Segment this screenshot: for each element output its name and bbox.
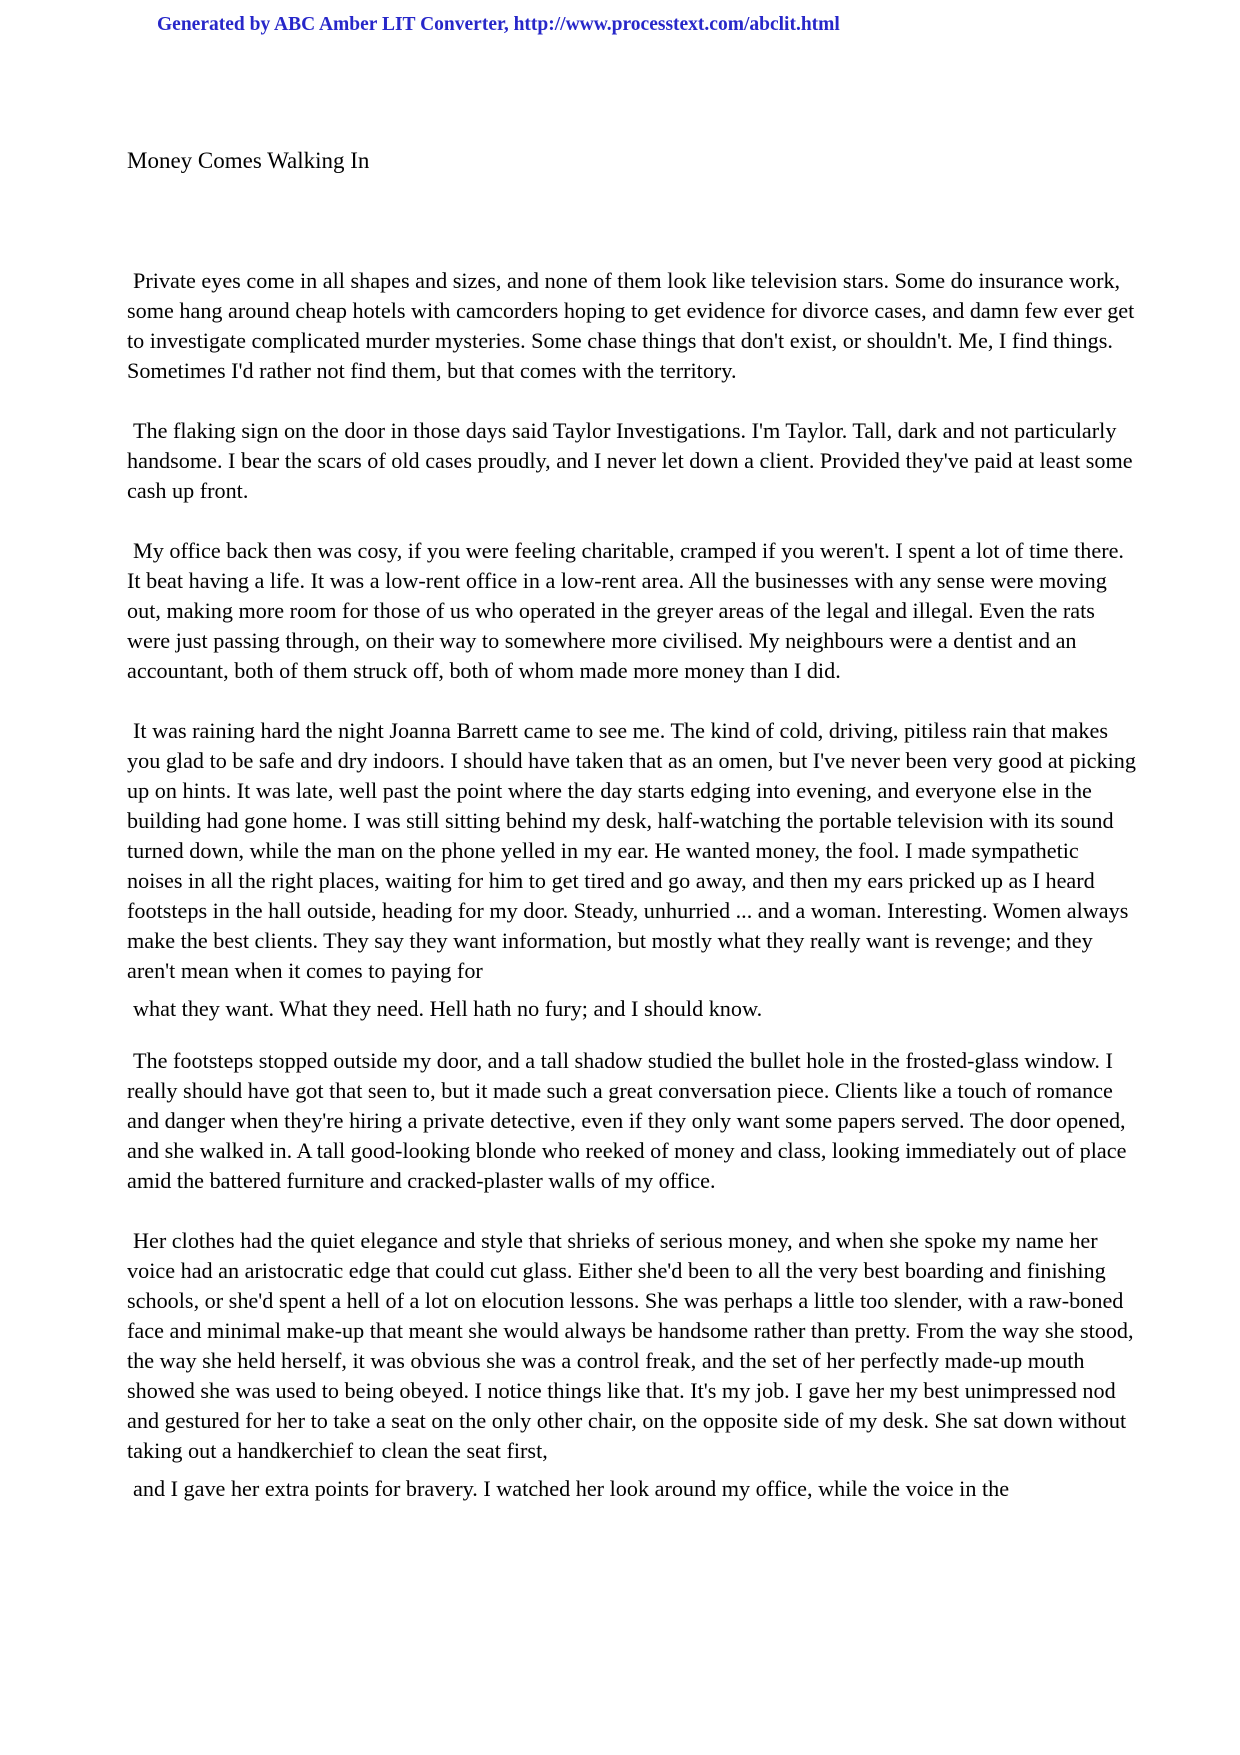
paragraph-2: The flaking sign on the door in those days said Taylor Investigations. I'm Taylor. Tall, dark and not particularly handsome. I bear the scars of old cases proudly, and I never let down a client. Provided they've paid at least some cash up front. [127, 418, 1133, 503]
converter-header: Generated by ABC Amber LIT Converter, http://www.processtext.com/abclit.html [157, 14, 840, 35]
paragraph-8: and I gave her extra points for bravery. I watched her look around my office, while the voice in the [133, 1476, 1010, 1501]
paragraph-1: Private eyes come in all shapes and sizes, and none of them look like television stars. Some do insurance work, some hang around cheap hotels with camcorders hoping to get evidence for divorce cases, and damn few ever get to investigate complicated murder mysteries. Some chase things that don't exist, or shouldn't. Me, I find things. Sometimes I'd rather not find them, but that comes with the territory. [127, 268, 1135, 383]
paragraph-4: It was raining hard the night Joanna Barrett came to see me. The kind of cold, driving, pitiless rain that makes you glad to be safe and dry indoors. I should have taken that as an omen, but I've never been very good at picking up on hints. It was late, well past the point where the day starts edging into evening, and everyone else in the building had gone home. I was still sitting behind my desk, half-watching the portable television with its sound turned down, while the man on the phone yelled in my ear. He wanted money, the fool. I made sympathetic noises in all the right places, waiting for him to get tired and go away, and then my ears pricked up as I heard footsteps in the hall outside, heading for my door. Steady, unhurried ... and a woman. Interesting. Women always make the best clients. They say they want information, but mostly what they really want is revenge; and they aren't mean when it comes to paying for [127, 718, 1136, 983]
paragraph-5: what they want. What they need. Hell hath no fury; and I should know. [133, 996, 763, 1021]
paragraph-7: Her clothes had the quiet elegance and style that shrieks of serious money, and when she spoke my name her voice had an aristocratic edge that could cut glass. Either she'd been to all the very best boarding and finishing schools, or she'd spent a hell of a lot on elocution lessons. She was perhaps a little too slender, with a raw-boned face and minimal make-up that meant she would always be handsome rather than pretty. From the way she stood, the way she held herself, it was obvious she was a control freak, and the set of her perfectly made-up mouth showed she was used to being obeyed. I notice things like that. It's my job. I gave her my best unimpressed nod and gestured for her to take a seat on the only other chair, on the opposite side of my desk. She sat down without taking out a handkerchief to clean the seat first, [127, 1228, 1134, 1463]
document-title: Money Comes Walking In [127, 148, 370, 173]
document-body [127, 266, 1137, 1534]
paragraph-6: The footsteps stopped outside my door, and a tall shadow studied the bullet hole in the frosted-glass window. I really should have got that seen to, but it made such a great conversation piece. Clients like a touch of romance and danger when they're hiring a private detective, even if they only want some papers served. The door opened, and she walked in. A tall good-looking blonde who reeked of money and class, looking immediately out of place amid the battered furniture and cracked-plaster walls of my office. [127, 1048, 1127, 1193]
paragraph-3: My office back then was cosy, if you were feeling charitable, cramped if you weren't. I spent a lot of time there. It beat having a life. It was a low-rent office in a low-rent area. All the businesses with any sense were moving out, making more room for those of us who operated in the greyer areas of the legal and illegal. Even the rats were just passing through, on their way to somewhere more civilised. My neighbours were a dentist and an accountant, both of them struck off, both of whom made more money than I did. [127, 538, 1124, 683]
